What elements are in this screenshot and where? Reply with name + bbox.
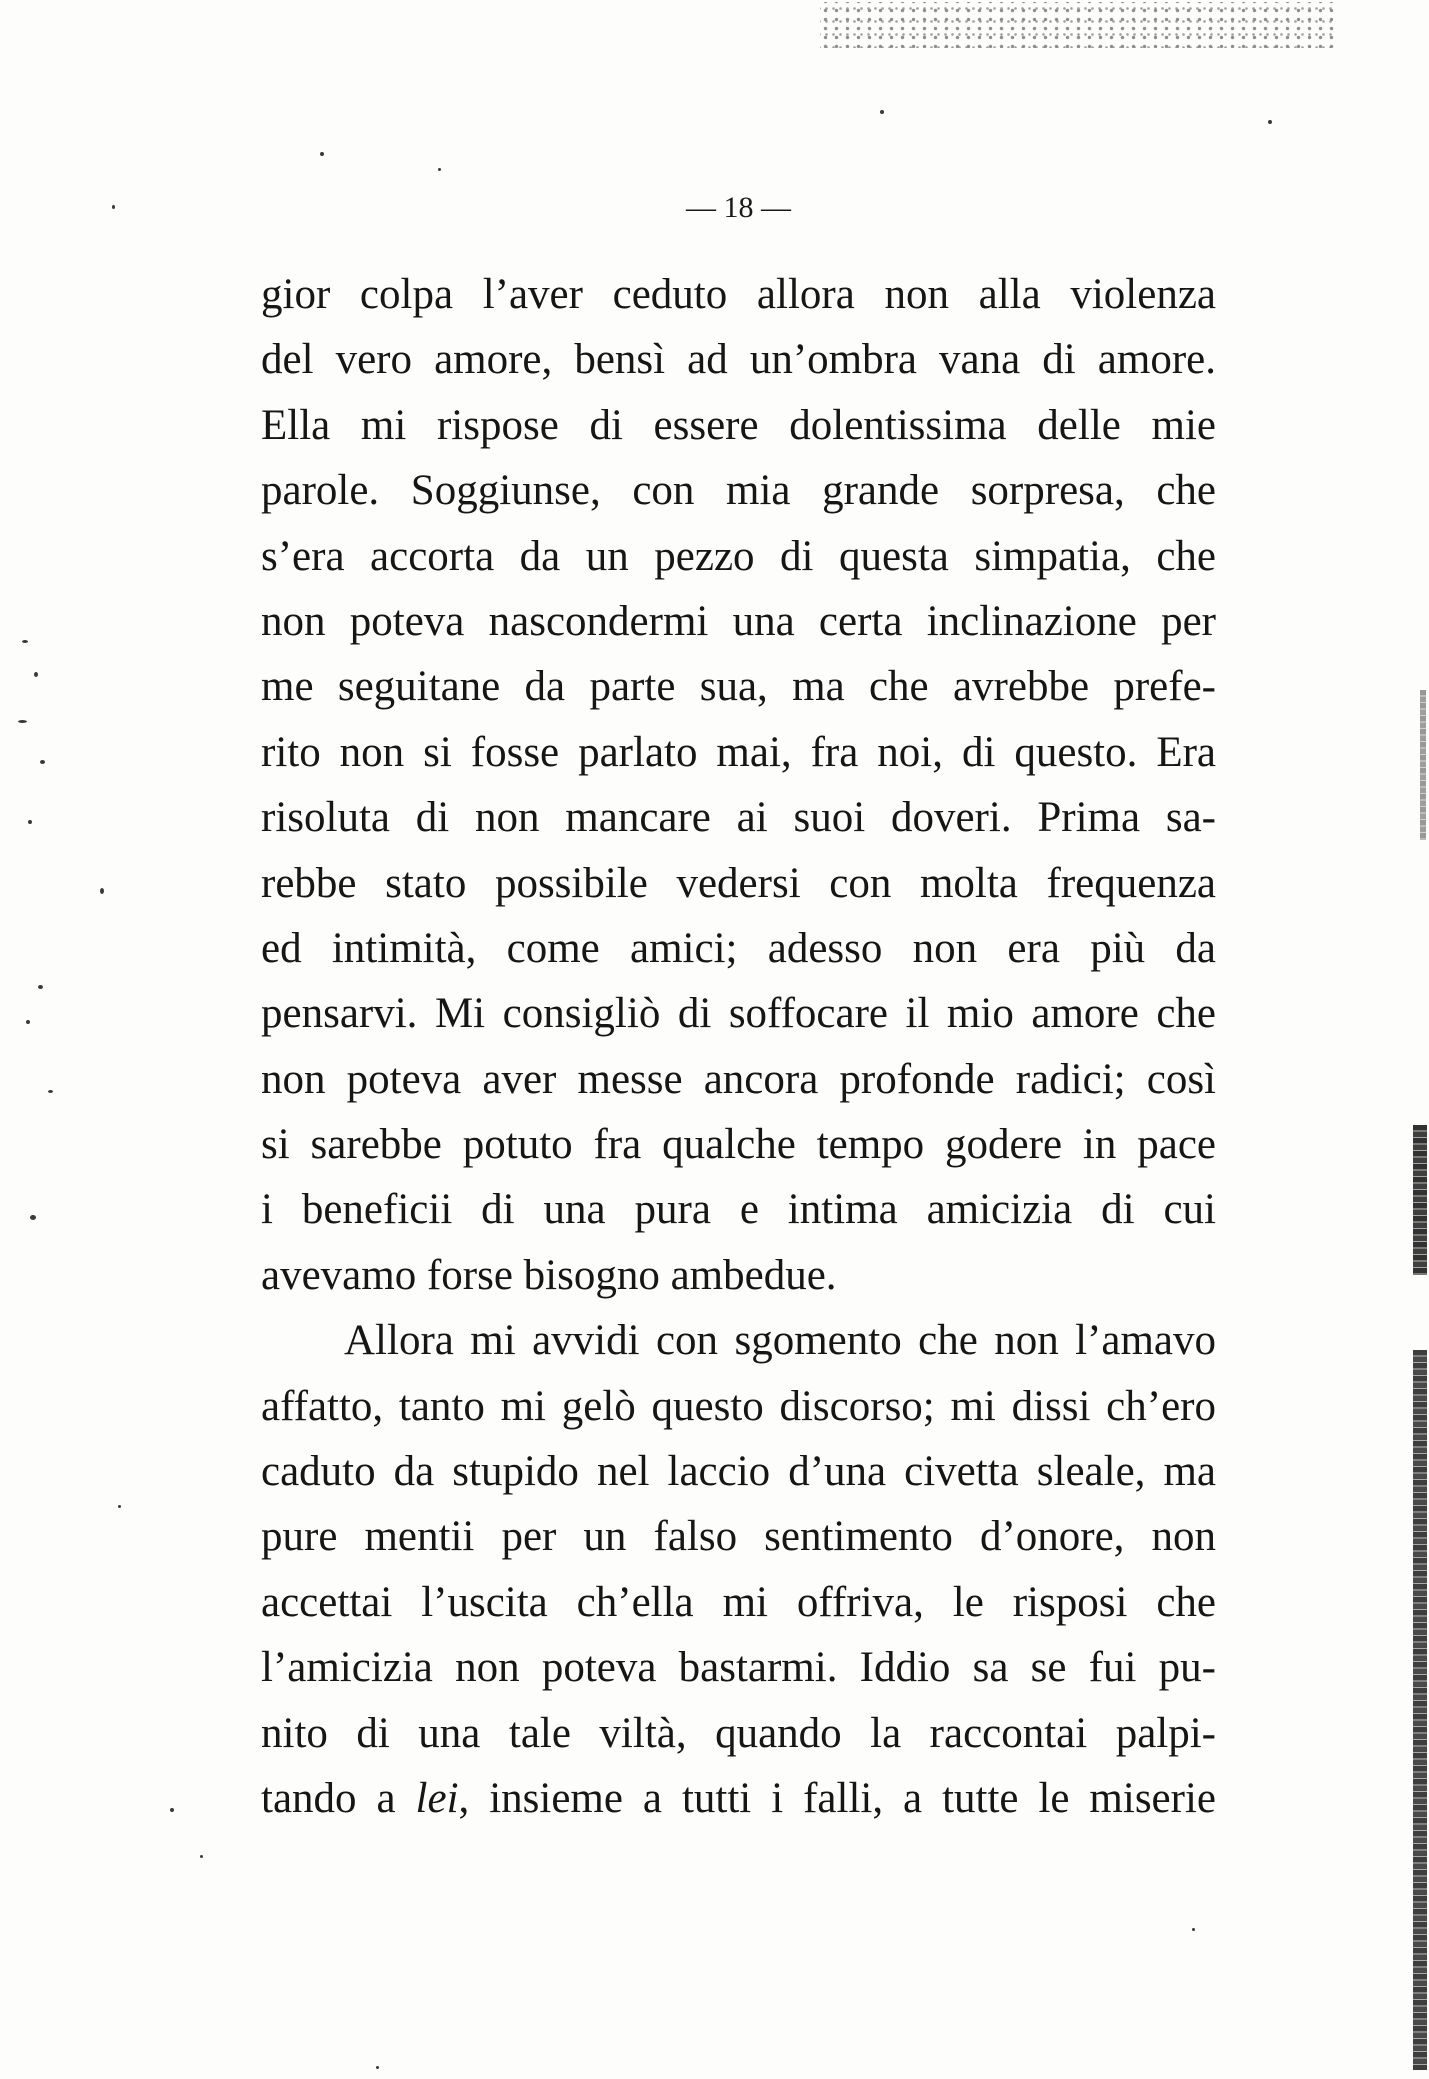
text-line: accettai l’uscita ch’ella mi offriva, le risposi che	[261, 1578, 1216, 1626]
text-line: risoluta di non mancare ai suoi doveri. Prima sa-	[261, 794, 1216, 842]
scan-speck	[40, 760, 45, 764]
scan-speck	[38, 985, 43, 989]
scan-edge-shadow	[1413, 1125, 1427, 1275]
scan-speck	[376, 2066, 379, 2069]
paragraph	[261, 1308, 1216, 1831]
scan-speck	[438, 168, 441, 171]
text-line: non poteva nascondermi una certa inclinazione per	[261, 597, 1216, 645]
page-number: — 18 —	[686, 191, 791, 224]
text-line: l’amicizia non poteva bastarmi. Iddio sa se fui pu-	[261, 1644, 1216, 1692]
scan-speck	[1268, 120, 1272, 124]
scan-speck	[22, 640, 28, 643]
scan-speck	[28, 820, 32, 824]
text-segment: tando a	[261, 1774, 416, 1822]
text-line: nito di una tale viltà, quando la raccontai palpi-	[261, 1709, 1216, 1757]
text-line	[261, 1766, 1216, 1831]
scan-speck	[880, 110, 884, 114]
scan-speck	[18, 720, 27, 723]
scan-speck	[34, 672, 38, 677]
scan-speck	[200, 1855, 203, 1858]
scan-speck	[1192, 1928, 1195, 1931]
text-line: affatto, tanto mi gelò questo discorso; mi dissi ch’ero	[261, 1382, 1216, 1430]
scan-edge-shadow	[1413, 1350, 1427, 2070]
italic-word: lei	[415, 1774, 459, 1822]
scan-speck	[26, 1020, 30, 1024]
scan-edge-shadow	[1420, 690, 1426, 840]
text-line: gior colpa l’aver ceduto allora non alla violenza	[261, 271, 1216, 318]
text-line: non poteva aver messe ancora profonde radici; così	[261, 1055, 1216, 1103]
text-line: Ella mi rispose di essere dolentissima delle mie	[261, 401, 1216, 449]
scan-speck	[118, 1505, 121, 1508]
scan-speck	[48, 1090, 53, 1093]
paragraph	[261, 262, 1216, 1308]
text-line: si sarebbe potuto fra qualche tempo godere in pace	[261, 1121, 1216, 1169]
text-line: rebbe stato possibile vedersi con molta frequenza	[261, 859, 1216, 907]
text-line: rito non si fosse parlato mai, fra noi, di questo. Era	[261, 728, 1216, 776]
text-line: s’era accorta da un pezzo di questa simpatia, che	[261, 532, 1216, 580]
text-line: pure mentii per un falso sentimento d’onore, non	[261, 1513, 1216, 1561]
text-line: parole. Soggiunse, con mia grande sorpresa, che	[261, 467, 1216, 515]
text-line: avevamo forse bisogno ambedue.	[261, 1251, 837, 1299]
text-line: ed intimità, come amici; adesso non era più da	[261, 924, 1216, 972]
scan-speck	[112, 205, 115, 209]
scan-speck	[30, 1215, 36, 1220]
text-line: i beneficii di una pura e intima amicizia di cui	[261, 1186, 1216, 1234]
text-line: me seguitane da parte sua, ma che avrebbe prefe-	[261, 663, 1216, 711]
scan-noise-top	[820, 2, 1335, 48]
text-segment: , insieme a tutti i falli, a tutte le miserie	[458, 1774, 1216, 1822]
scan-speck	[170, 1808, 174, 1812]
text-line: del vero amore, bensì ad un’ombra vana di amore.	[261, 336, 1216, 384]
scan-speck	[320, 152, 324, 156]
body-text	[261, 262, 1216, 1831]
text-line: Allora mi avvidi con sgomento che non l’amavo	[344, 1317, 1216, 1365]
scan-speck	[100, 888, 104, 894]
text-line: caduto da stupido nel laccio d’una civetta sleale, ma	[261, 1448, 1216, 1496]
text-line: pensarvi. Mi consigliò di soffocare il mio amore che	[261, 990, 1216, 1038]
